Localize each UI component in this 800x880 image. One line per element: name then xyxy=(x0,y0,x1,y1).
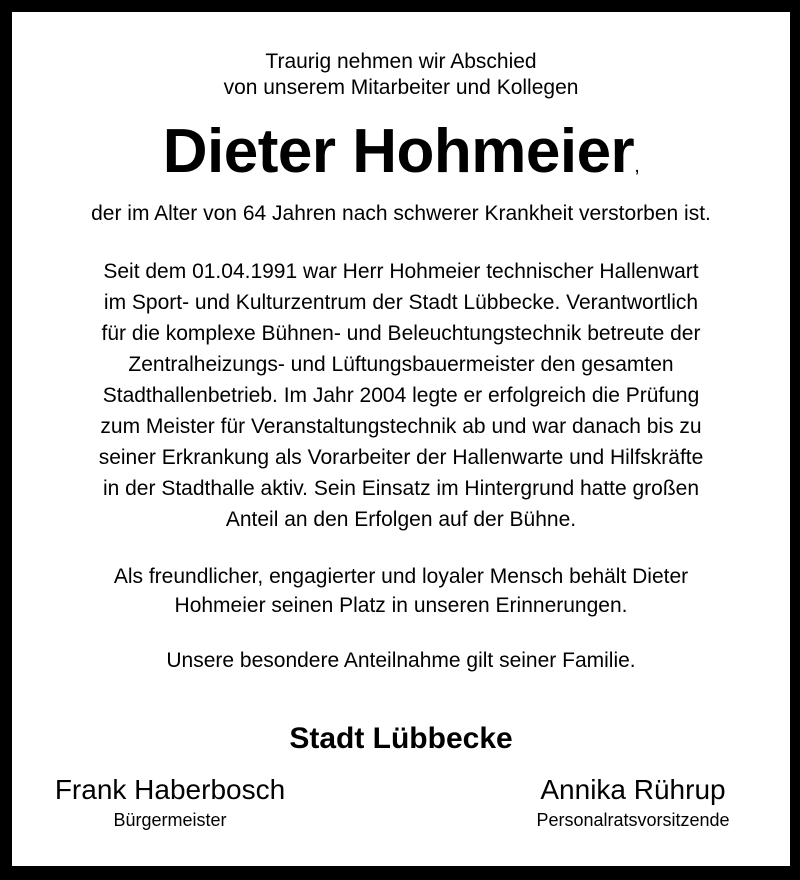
signatory-council-chair xyxy=(508,774,758,831)
organization-name: Stadt Lübbecke xyxy=(289,722,513,755)
paragraph-line: Seit dem 01.04.1991 war Herr Hohmeier technischer Hallenwart xyxy=(103,260,699,283)
paragraph-line: Stadthallenbetrieb. Im Jahr 2004 legte er erfolgreich die Prüfung xyxy=(102,384,700,407)
condolence-line: Unsere besondere Anteilnahme gilt seiner Familie. xyxy=(166,649,636,672)
paragraph-line: in der Stadthalle aktiv. Sein Einsatz im Hintergrund hatte großen xyxy=(102,477,700,500)
obituary-notice xyxy=(12,12,790,866)
paragraph-line: für die komplexe Bühnen- und Beleuchtungstechnik betreute der xyxy=(101,322,701,345)
signatory-name: Frank Haberbosch xyxy=(54,774,286,805)
paragraph-line: Zentralheizungs- und Lüftungsbauermeister den gesamten xyxy=(128,353,674,376)
paragraph-line: im Sport- und Kulturzentrum der Stadt Lübbecke. Verantwortlich xyxy=(103,291,699,314)
intro-line: von unserem Mitarbeiter und Kollegen xyxy=(223,76,579,99)
intro-line: Traurig nehmen wir Abschied xyxy=(265,50,537,73)
deceased-name xyxy=(12,116,790,187)
signatory-title: Bürgermeister xyxy=(113,810,227,830)
age-line: der im Alter von 64 Jahren nach schwerer Krankheit verstorben ist. xyxy=(91,202,711,225)
paragraph-line: Hohmeier seinen Platz in unseren Erinnerungen. xyxy=(174,594,628,617)
deceased-name-text: Dieter Hohmeier xyxy=(162,117,635,186)
signatory-name: Annika Rührup xyxy=(540,774,726,805)
paragraph-line: Anteil an den Erfolgen auf der Bühne. xyxy=(225,508,577,531)
paragraph-line: seiner Erkrankung als Vorarbeiter der Hallenwarte und Hilfskräfte xyxy=(98,446,704,469)
name-comma: , xyxy=(634,155,640,177)
paragraph-line: zum Meister für Veranstaltungstechnik ab und war danach bis zu xyxy=(100,415,702,438)
paragraph-line: Als freundlicher, engagierter und loyaler Mensch behält Dieter xyxy=(113,565,689,588)
signatory-title: Personalratsvorsitzende xyxy=(536,810,730,830)
signatory-mayor xyxy=(40,774,300,831)
